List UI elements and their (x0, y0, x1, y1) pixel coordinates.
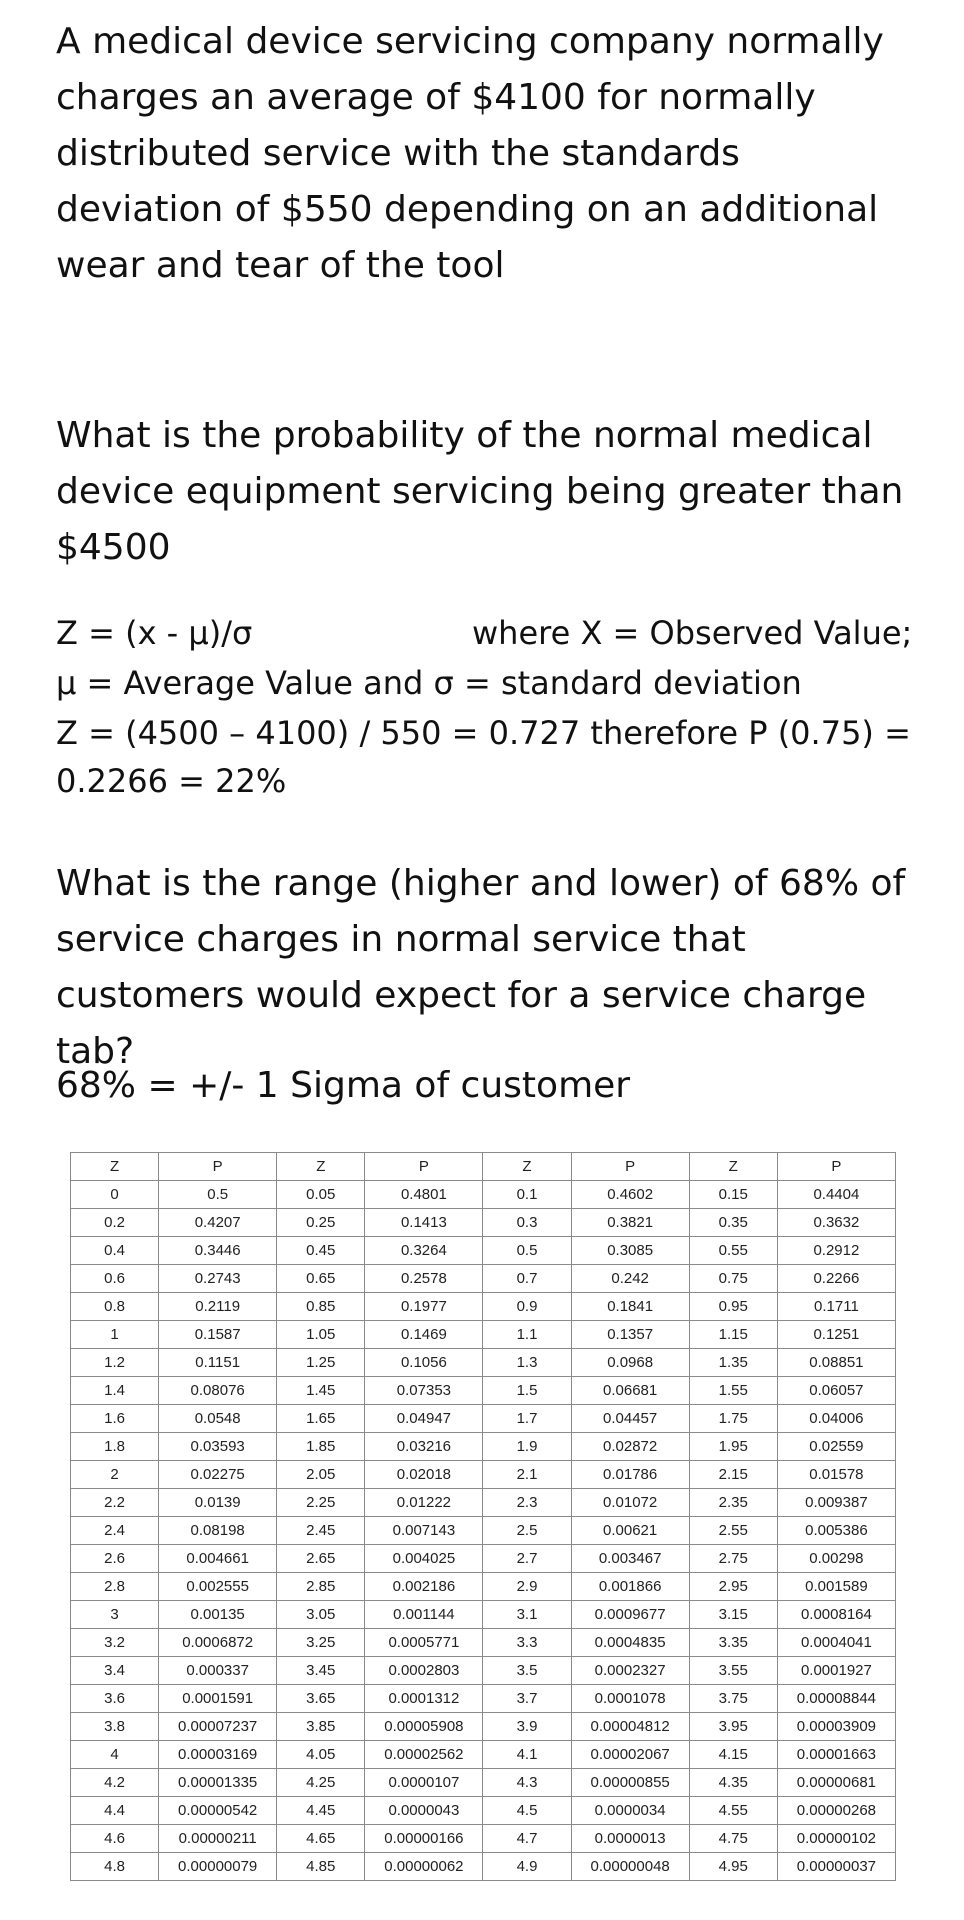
z-value-cell: 3.35 (689, 1629, 777, 1657)
p-value-cell: 0.00298 (777, 1545, 895, 1573)
p-value-cell: 0.1841 (571, 1293, 689, 1321)
p-value-cell: 0.0001927 (777, 1657, 895, 1685)
p-value-cell: 0.0005771 (365, 1629, 483, 1657)
p-value-cell: 0.0009677 (571, 1601, 689, 1629)
z-value-cell: 4.8 (71, 1853, 159, 1881)
z-value-cell: 4.7 (483, 1825, 571, 1853)
z-value-cell: 2.85 (277, 1573, 365, 1601)
p-value-cell: 0.0548 (159, 1405, 277, 1433)
z-value-cell: 3.8 (71, 1713, 159, 1741)
p-value-cell: 0.0968 (571, 1349, 689, 1377)
z-formula: Z = (x - μ)/σ (56, 614, 253, 652)
table-row (71, 1601, 896, 1629)
sigma-note: 68% = +/- 1 Sigma of customer (56, 1065, 631, 1106)
table-row (71, 1377, 896, 1405)
z-value-cell: 1.2 (71, 1349, 159, 1377)
z-value-cell: 0.1 (483, 1181, 571, 1209)
z-value-cell: 2.05 (277, 1461, 365, 1489)
p-value-cell: 0.3446 (159, 1237, 277, 1265)
p-value-cell: 0.00000102 (777, 1825, 895, 1853)
p-value-cell: 0.03593 (159, 1433, 277, 1461)
z-value-cell: 4.55 (689, 1797, 777, 1825)
z-value-cell: 1.9 (483, 1433, 571, 1461)
p-value-cell: 0.00008844 (777, 1685, 895, 1713)
p-value-cell: 0.3264 (365, 1237, 483, 1265)
p-value-cell: 0.04457 (571, 1405, 689, 1433)
z-value-cell: 1.3 (483, 1349, 571, 1377)
z-value-cell: 3.85 (277, 1713, 365, 1741)
p-value-cell: 0.01578 (777, 1461, 895, 1489)
p-value-cell: 0.00002562 (365, 1741, 483, 1769)
p-value-cell: 0.2266 (777, 1265, 895, 1293)
z-value-cell: 1.85 (277, 1433, 365, 1461)
table-row (71, 1209, 896, 1237)
z-value-cell: 2.45 (277, 1517, 365, 1545)
z-value-cell: 3.25 (277, 1629, 365, 1657)
p-value-cell: 0.00003909 (777, 1713, 895, 1741)
z-value-cell: 4.9 (483, 1853, 571, 1881)
z-value-cell: 4.5 (483, 1797, 571, 1825)
z-value-cell: 1.6 (71, 1405, 159, 1433)
z-value-cell: 4.2 (71, 1769, 159, 1797)
z-value-cell: 1.25 (277, 1349, 365, 1377)
z-value-cell: 3.3 (483, 1629, 571, 1657)
p-value-cell: 0.0000043 (365, 1797, 483, 1825)
z-value-cell: 1.55 (689, 1377, 777, 1405)
p-value-cell: 0.00001335 (159, 1769, 277, 1797)
table-row (71, 1769, 896, 1797)
z-value-cell: 3 (71, 1601, 159, 1629)
p-value-cell: 0.0001078 (571, 1685, 689, 1713)
table-row (71, 1629, 896, 1657)
probability-result: 0.2266 = 22% (56, 762, 287, 800)
p-value-cell: 0.00000079 (159, 1853, 277, 1881)
table-row (71, 1573, 896, 1601)
p-value-cell: 0.0001591 (159, 1685, 277, 1713)
z-value-cell: 2.15 (689, 1461, 777, 1489)
p-value-cell: 0.0001312 (365, 1685, 483, 1713)
p-value-cell: 0.1587 (159, 1321, 277, 1349)
p-value-cell: 0.0002327 (571, 1657, 689, 1685)
z-value-cell: 2.2 (71, 1489, 159, 1517)
table-row (71, 1853, 896, 1881)
z-value-cell: 0.05 (277, 1181, 365, 1209)
p-value-cell: 0.02872 (571, 1433, 689, 1461)
header-p-3: P (571, 1153, 689, 1181)
symbol-definitions: μ = Average Value and σ = standard deviation (56, 664, 802, 702)
z-value-cell: 2.4 (71, 1517, 159, 1545)
p-value-cell: 0.06057 (777, 1377, 895, 1405)
z-value-cell: 3.7 (483, 1685, 571, 1713)
p-value-cell: 0.4602 (571, 1181, 689, 1209)
z-value-cell: 3.95 (689, 1713, 777, 1741)
table-row (71, 1489, 896, 1517)
table-row (71, 1517, 896, 1545)
z-table-body (71, 1181, 896, 1881)
p-value-cell: 0.00001663 (777, 1741, 895, 1769)
z-value-cell: 1 (71, 1321, 159, 1349)
z-value-cell: 0.85 (277, 1293, 365, 1321)
header-z-2: Z (277, 1153, 365, 1181)
table-row (71, 1545, 896, 1573)
p-value-cell: 0.0004041 (777, 1629, 895, 1657)
table-row (71, 1349, 896, 1377)
question-1: What is the probability of the normal medical device equipment servicing being greater than $4500 (56, 415, 904, 568)
p-value-cell: 0.002555 (159, 1573, 277, 1601)
table-row (71, 1293, 896, 1321)
z-value-cell: 0.3 (483, 1209, 571, 1237)
p-value-cell: 0.242 (571, 1265, 689, 1293)
z-value-cell: 1.15 (689, 1321, 777, 1349)
table-row (71, 1433, 896, 1461)
p-value-cell: 0.0008164 (777, 1601, 895, 1629)
z-value-cell: 2 (71, 1461, 159, 1489)
header-z-3: Z (483, 1153, 571, 1181)
p-value-cell: 0.4801 (365, 1181, 483, 1209)
table-row (71, 1741, 896, 1769)
z-value-cell: 2.35 (689, 1489, 777, 1517)
header-z-4: Z (689, 1153, 777, 1181)
p-value-cell: 0.02559 (777, 1433, 895, 1461)
z-value-cell: 3.65 (277, 1685, 365, 1713)
p-value-cell: 0.00621 (571, 1517, 689, 1545)
header-p-4: P (777, 1153, 895, 1181)
z-value-cell: 0 (71, 1181, 159, 1209)
p-value-cell: 0.08198 (159, 1517, 277, 1545)
z-value-cell: 0.45 (277, 1237, 365, 1265)
p-value-cell: 0.01786 (571, 1461, 689, 1489)
p-value-cell: 0.1469 (365, 1321, 483, 1349)
z-value-cell: 0.65 (277, 1265, 365, 1293)
p-value-cell: 0.00000855 (571, 1769, 689, 1797)
table-row (71, 1685, 896, 1713)
p-value-cell: 0.02018 (365, 1461, 483, 1489)
z-value-cell: 2.9 (483, 1573, 571, 1601)
table-row (71, 1237, 896, 1265)
z-value-cell: 2.6 (71, 1545, 159, 1573)
z-value-cell: 0.9 (483, 1293, 571, 1321)
z-value-cell: 3.5 (483, 1657, 571, 1685)
p-value-cell: 0.0004835 (571, 1629, 689, 1657)
z-value-cell: 1.95 (689, 1433, 777, 1461)
z-value-cell: 1.7 (483, 1405, 571, 1433)
table-row (71, 1713, 896, 1741)
p-value-cell: 0.00003169 (159, 1741, 277, 1769)
z-value-cell: 4.6 (71, 1825, 159, 1853)
z-value-cell: 4.65 (277, 1825, 365, 1853)
table-row (71, 1657, 896, 1685)
p-value-cell: 0.00000062 (365, 1853, 483, 1881)
p-value-cell: 0.0002803 (365, 1657, 483, 1685)
z-value-cell: 4.45 (277, 1797, 365, 1825)
z-value-cell: 2.55 (689, 1517, 777, 1545)
z-value-cell: 0.25 (277, 1209, 365, 1237)
p-value-cell: 0.001589 (777, 1573, 895, 1601)
z-value-cell: 3.6 (71, 1685, 159, 1713)
header-p-2: P (365, 1153, 483, 1181)
p-value-cell: 0.002186 (365, 1573, 483, 1601)
p-value-cell: 0.00002067 (571, 1741, 689, 1769)
p-value-cell: 0.2743 (159, 1265, 277, 1293)
z-value-cell: 4.75 (689, 1825, 777, 1853)
p-value-cell: 0.00000211 (159, 1825, 277, 1853)
p-value-cell: 0.3632 (777, 1209, 895, 1237)
p-value-cell: 0.04947 (365, 1405, 483, 1433)
z-value-cell: 2.65 (277, 1545, 365, 1573)
where-clause: where X = Observed Value; (472, 614, 913, 652)
p-value-cell: 0.00005908 (365, 1713, 483, 1741)
p-value-cell: 0.04006 (777, 1405, 895, 1433)
p-value-cell: 0.004661 (159, 1545, 277, 1573)
p-value-cell: 0.1977 (365, 1293, 483, 1321)
p-value-cell: 0.00007237 (159, 1713, 277, 1741)
z-value-cell: 1.45 (277, 1377, 365, 1405)
z-value-cell: 0.35 (689, 1209, 777, 1237)
z-value-cell: 4 (71, 1741, 159, 1769)
p-value-cell: 0.02275 (159, 1461, 277, 1489)
z-value-cell: 2.95 (689, 1573, 777, 1601)
z-value-cell: 4.85 (277, 1853, 365, 1881)
intro-paragraph: A medical device servicing company normally charges an average of $4100 for normally distributed service with the standards deviation of $550 depending on an additional wear and tear of the tool (56, 21, 884, 286)
z-value-cell: 1.65 (277, 1405, 365, 1433)
z-value-cell: 0.8 (71, 1293, 159, 1321)
p-value-cell: 0.00000037 (777, 1853, 895, 1881)
z-value-cell: 3.45 (277, 1657, 365, 1685)
p-value-cell: 0.1251 (777, 1321, 895, 1349)
p-value-cell: 0.001144 (365, 1601, 483, 1629)
z-value-cell: 2.1 (483, 1461, 571, 1489)
p-value-cell: 0.2578 (365, 1265, 483, 1293)
p-value-cell: 0.00000166 (365, 1825, 483, 1853)
p-value-cell: 0.2119 (159, 1293, 277, 1321)
p-value-cell: 0.5 (159, 1181, 277, 1209)
p-value-cell: 0.000337 (159, 1657, 277, 1685)
p-value-cell: 0.3085 (571, 1237, 689, 1265)
p-value-cell: 0.0006872 (159, 1629, 277, 1657)
p-value-cell: 0.1413 (365, 1209, 483, 1237)
p-value-cell: 0.0000107 (365, 1769, 483, 1797)
z-value-cell: 3.55 (689, 1657, 777, 1685)
p-value-cell: 0.007143 (365, 1517, 483, 1545)
p-value-cell: 0.03216 (365, 1433, 483, 1461)
z-value-cell: 3.15 (689, 1601, 777, 1629)
question-2: What is the range (higher and lower) of 68% of service charges in normal service that customers would expect for a service charge tab? (56, 863, 906, 1072)
z-value-cell: 0.6 (71, 1265, 159, 1293)
p-value-cell: 0.004025 (365, 1545, 483, 1573)
p-value-cell: 0.0139 (159, 1489, 277, 1517)
p-value-cell: 0.005386 (777, 1517, 895, 1545)
table-row (71, 1797, 896, 1825)
p-value-cell: 0.00000268 (777, 1797, 895, 1825)
z-value-cell: 3.1 (483, 1601, 571, 1629)
z-value-cell: 4.25 (277, 1769, 365, 1797)
table-row (71, 1825, 896, 1853)
p-value-cell: 0.08851 (777, 1349, 895, 1377)
p-value-cell: 0.06681 (571, 1377, 689, 1405)
p-value-cell: 0.1151 (159, 1349, 277, 1377)
p-value-cell: 0.1357 (571, 1321, 689, 1349)
z-value-cell: 3.75 (689, 1685, 777, 1713)
p-value-cell: 0.4404 (777, 1181, 895, 1209)
z-value-cell: 0.55 (689, 1237, 777, 1265)
p-value-cell: 0.0000034 (571, 1797, 689, 1825)
z-value-cell: 0.4 (71, 1237, 159, 1265)
z-value-cell: 4.3 (483, 1769, 571, 1797)
z-value-cell: 1.8 (71, 1433, 159, 1461)
p-value-cell: 0.009387 (777, 1489, 895, 1517)
z-value-cell: 4.95 (689, 1853, 777, 1881)
p-value-cell: 0.00000542 (159, 1797, 277, 1825)
z-value-cell: 2.5 (483, 1517, 571, 1545)
z-value-cell: 0.2 (71, 1209, 159, 1237)
z-value-cell: 4.35 (689, 1769, 777, 1797)
z-value-cell: 1.75 (689, 1405, 777, 1433)
z-value-cell: 2.8 (71, 1573, 159, 1601)
z-value-cell: 1.5 (483, 1377, 571, 1405)
p-value-cell: 0.2912 (777, 1237, 895, 1265)
z-value-cell: 0.5 (483, 1237, 571, 1265)
p-value-cell: 0.00004812 (571, 1713, 689, 1741)
header-p-1: P (159, 1153, 277, 1181)
table-row (71, 1321, 896, 1349)
z-value-cell: 2.7 (483, 1545, 571, 1573)
p-value-cell: 0.1056 (365, 1349, 483, 1377)
p-value-cell: 0.01222 (365, 1489, 483, 1517)
p-value-cell: 0.0000013 (571, 1825, 689, 1853)
p-value-cell: 0.1711 (777, 1293, 895, 1321)
z-calculation: Z = (4500 – 4100) / 550 = 0.727 therefore P (0.75) = (56, 714, 911, 752)
p-value-cell: 0.00135 (159, 1601, 277, 1629)
z-value-cell: 0.7 (483, 1265, 571, 1293)
table-row (71, 1181, 896, 1209)
p-value-cell: 0.00000681 (777, 1769, 895, 1797)
z-value-cell: 0.95 (689, 1293, 777, 1321)
z-value-cell: 2.3 (483, 1489, 571, 1517)
z-value-cell: 1.1 (483, 1321, 571, 1349)
p-value-cell: 0.00000048 (571, 1853, 689, 1881)
p-value-cell: 0.3821 (571, 1209, 689, 1237)
p-value-cell: 0.07353 (365, 1377, 483, 1405)
table-row (71, 1461, 896, 1489)
z-value-cell: 3.9 (483, 1713, 571, 1741)
z-value-cell: 3.05 (277, 1601, 365, 1629)
z-value-cell: 2.25 (277, 1489, 365, 1517)
table-row (71, 1265, 896, 1293)
z-value-cell: 3.4 (71, 1657, 159, 1685)
p-value-cell: 0.001866 (571, 1573, 689, 1601)
z-value-cell: 3.2 (71, 1629, 159, 1657)
z-value-cell: 1.35 (689, 1349, 777, 1377)
z-value-cell: 0.75 (689, 1265, 777, 1293)
header-z-1: Z (71, 1153, 159, 1181)
table-row (71, 1405, 896, 1433)
p-value-cell: 0.08076 (159, 1377, 277, 1405)
z-value-cell: 4.4 (71, 1797, 159, 1825)
z-table-header-row (71, 1153, 896, 1181)
z-value-cell: 4.15 (689, 1741, 777, 1769)
z-value-cell: 1.05 (277, 1321, 365, 1349)
p-value-cell: 0.01072 (571, 1489, 689, 1517)
p-value-cell: 0.003467 (571, 1545, 689, 1573)
z-value-cell: 4.05 (277, 1741, 365, 1769)
z-value-cell: 4.1 (483, 1741, 571, 1769)
p-value-cell: 0.4207 (159, 1209, 277, 1237)
z-table (70, 1152, 896, 1881)
z-value-cell: 0.15 (689, 1181, 777, 1209)
z-value-cell: 2.75 (689, 1545, 777, 1573)
z-value-cell: 1.4 (71, 1377, 159, 1405)
